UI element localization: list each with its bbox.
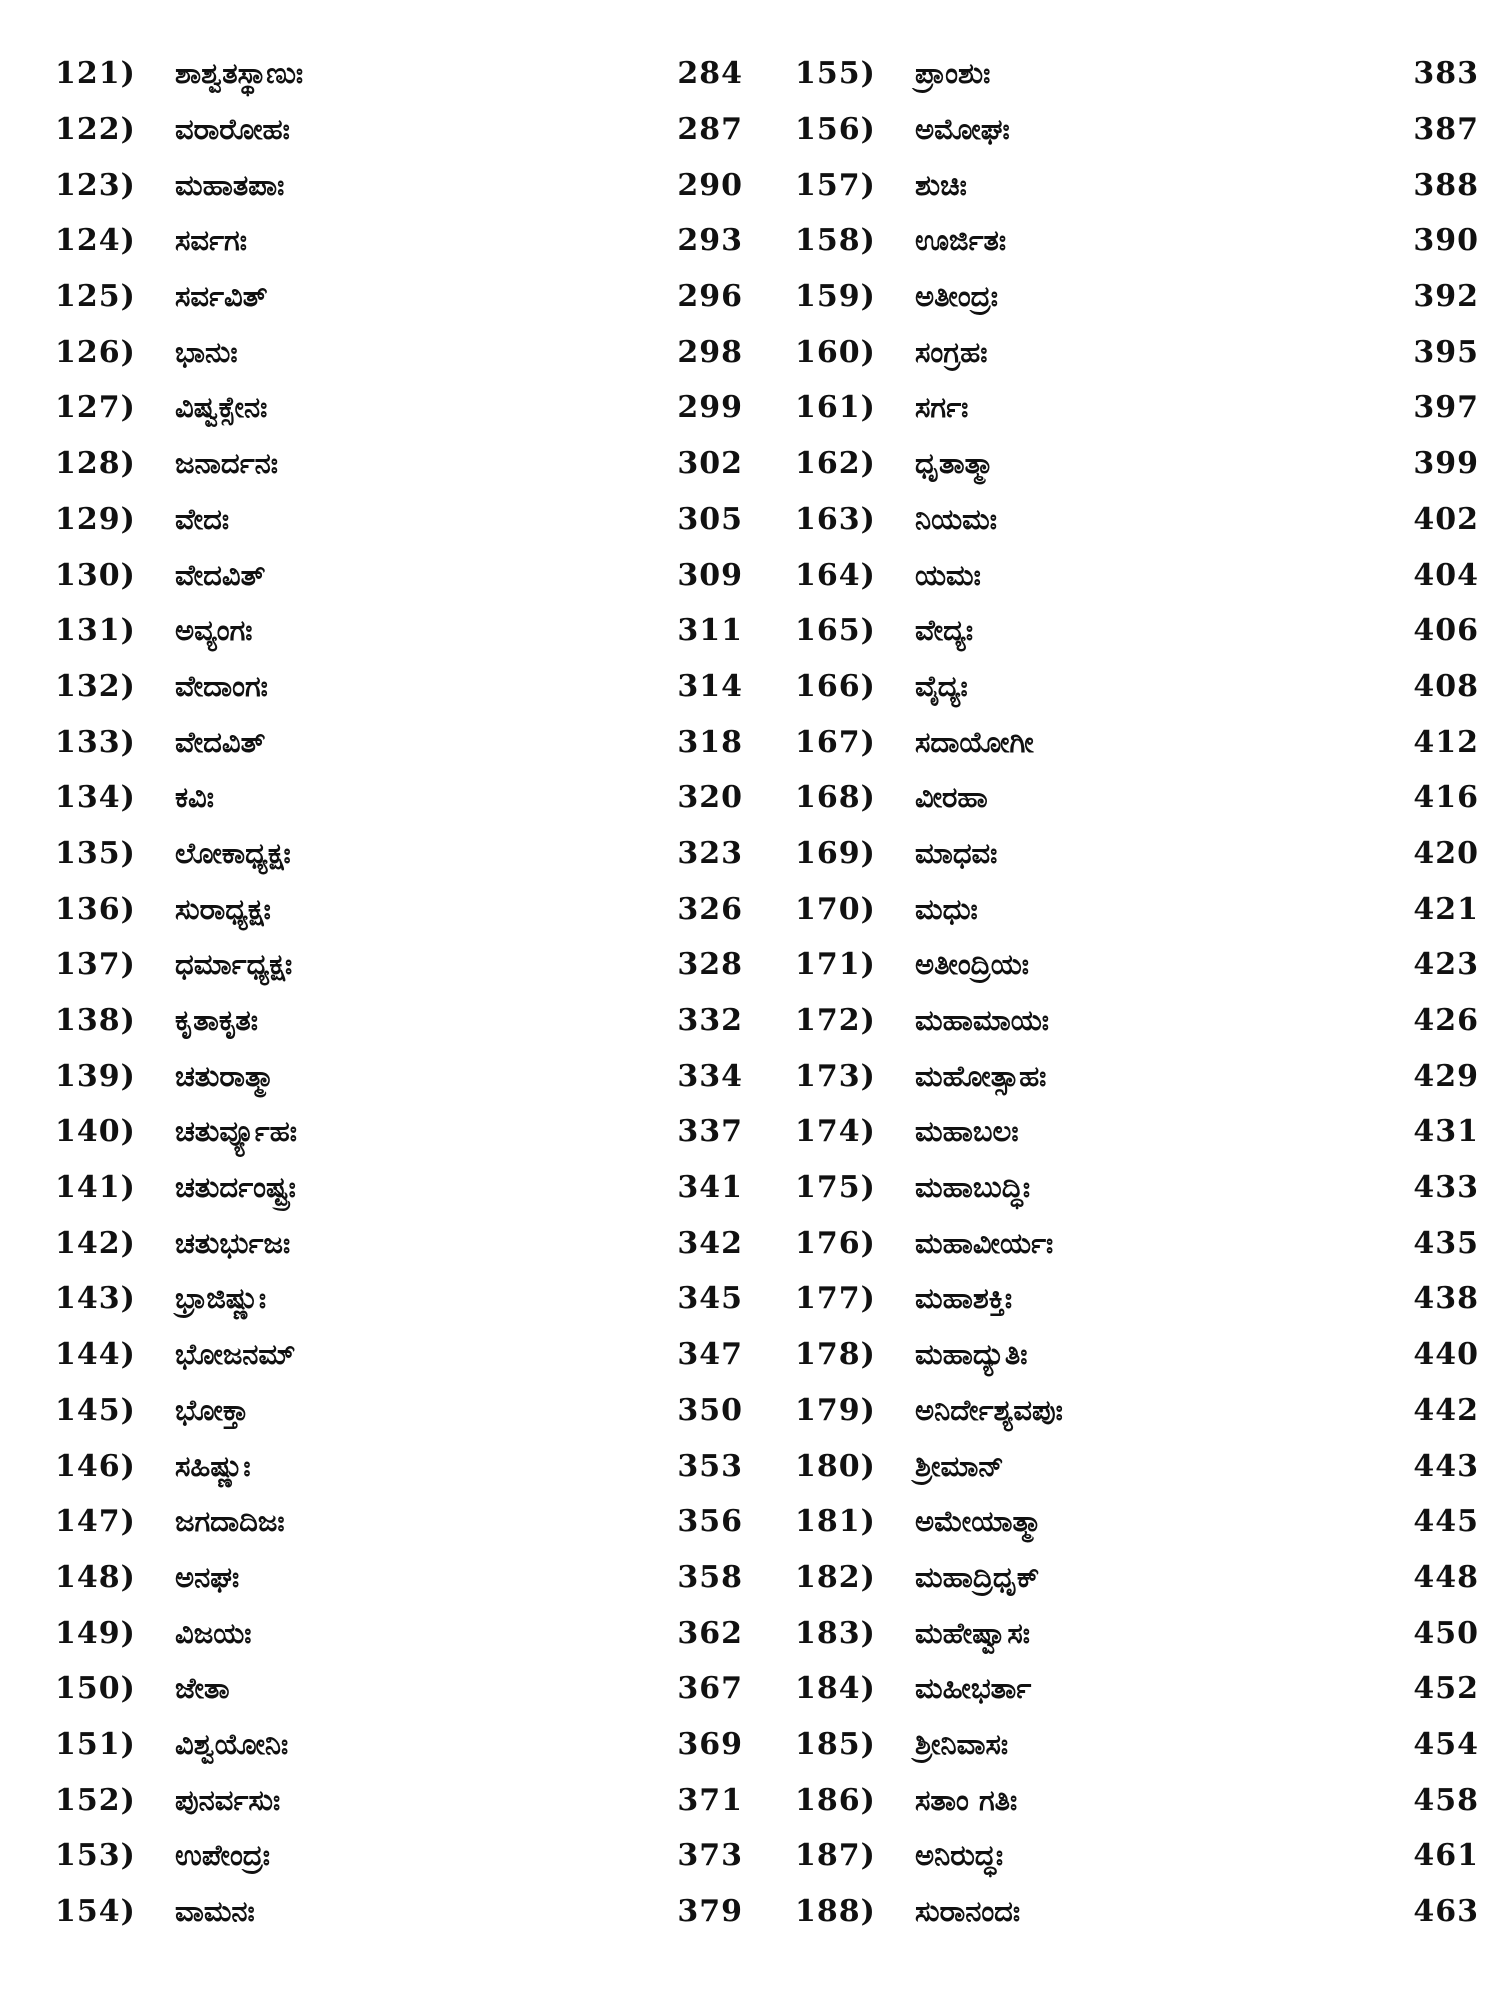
entry-number: 123) <box>55 167 136 203</box>
entry-page-number: 373 <box>677 1838 743 1874</box>
entry-number: 142) <box>55 1225 136 1261</box>
index-entry <box>795 1104 1479 1160</box>
entry-number: 158) <box>795 223 876 259</box>
entry-name: ಅನಿರ್ದೇಶ್ಯವಪುಃ <box>915 1392 1063 1427</box>
entry-name: ಸತಾಂ ಗತಿಃ <box>915 1782 1018 1817</box>
entry-page-number: 442 <box>1413 1392 1479 1428</box>
entry-number: 166) <box>795 668 876 704</box>
entry-number: 143) <box>55 1281 136 1317</box>
entry-number: 152) <box>55 1782 136 1818</box>
index-entry <box>795 714 1479 770</box>
entry-name: ಸದಾಯೋಗೀ <box>915 724 1034 759</box>
entry-page-number: 412 <box>1413 724 1479 760</box>
entry-name: ನಿಯಮಃ <box>915 501 997 536</box>
entry-page-number: 379 <box>677 1894 743 1930</box>
entry-page-number: 420 <box>1413 835 1479 871</box>
index-entry <box>55 603 743 659</box>
entry-name: ಸಹಿಷ್ಣುಃ <box>175 1448 251 1483</box>
entry-page-number: 328 <box>677 947 743 983</box>
entry-page-number: 299 <box>677 390 743 426</box>
entry-page-number: 332 <box>677 1003 743 1039</box>
index-entry <box>795 492 1479 548</box>
entry-name: ವೇದಃ <box>175 501 230 536</box>
index-entry <box>795 659 1479 715</box>
entry-name: ಮಹಾದ್ರಿಧೃಕ್ <box>915 1559 1040 1594</box>
entry-name: ಜೇತಾ <box>175 1671 230 1706</box>
entry-number: 171) <box>795 947 876 983</box>
entry-number: 174) <box>795 1114 876 1150</box>
entry-name: ಕೃತಾಕೃತಃ <box>175 1003 258 1038</box>
entry-name: ಅತೀಂದ್ರಿಯಃ <box>915 947 1029 982</box>
index-entry <box>55 492 743 548</box>
index-entry <box>55 1772 743 1828</box>
entry-page-number: 356 <box>677 1504 743 1540</box>
entry-number: 125) <box>55 279 136 315</box>
entry-page-number: 392 <box>1413 279 1479 315</box>
entry-name: ಅಮೇಯಾತ್ಮಾ <box>915 1504 1043 1539</box>
index-entry <box>795 826 1479 882</box>
entry-number: 147) <box>55 1504 136 1540</box>
entry-page-number: 296 <box>677 279 743 315</box>
entry-page-number: 342 <box>677 1225 743 1261</box>
entry-name: ವರಾರೋಹಃ <box>175 112 290 147</box>
entry-name: ಅತೀಂದ್ರಃ <box>915 279 998 314</box>
index-entry <box>55 324 743 380</box>
entry-name: ವಿಷ್ವಕ್ಸೇನಃ <box>175 390 268 425</box>
index-entry <box>795 46 1479 102</box>
index-entry <box>795 993 1479 1049</box>
entry-number: 133) <box>55 724 136 760</box>
entry-name: ಯಮಃ <box>915 557 981 592</box>
entry-number: 165) <box>795 613 876 649</box>
entry-page-number: 350 <box>677 1392 743 1428</box>
entry-page-number: 431 <box>1413 1114 1479 1150</box>
entry-page-number: 369 <box>677 1726 743 1762</box>
entry-page-number: 284 <box>677 56 743 92</box>
entry-name: ವೀರಹಾ <box>915 780 988 815</box>
entry-number: 140) <box>55 1114 136 1150</box>
entry-page-number: 388 <box>1413 167 1479 203</box>
index-entry <box>55 826 743 882</box>
entry-page-number: 423 <box>1413 947 1479 983</box>
entry-name: ವೈದ್ಯಃ <box>915 668 968 703</box>
entry-name: ಉಪೇಂದ್ರಃ <box>175 1838 271 1873</box>
entry-name: ಭಾನುಃ <box>175 334 238 369</box>
index-entry <box>55 213 743 269</box>
index-entry <box>55 714 743 770</box>
entry-page-number: 305 <box>677 501 743 537</box>
entry-name: ವಾಮನಃ <box>175 1894 255 1929</box>
entry-page-number: 408 <box>1413 668 1479 704</box>
index-entry <box>55 1438 743 1494</box>
entry-page-number: 450 <box>1413 1615 1479 1651</box>
entry-name: ಮಹಾಮಾಯಃ <box>915 1003 1050 1038</box>
entry-name: ಅವ್ಯಂಗಃ <box>175 613 253 648</box>
entry-page-number: 445 <box>1413 1504 1479 1540</box>
entry-name: ಸಂಗ್ರಹಃ <box>915 334 988 369</box>
entry-page-number: 404 <box>1413 557 1479 593</box>
entry-page-number: 421 <box>1413 891 1479 927</box>
index-entry <box>795 1772 1479 1828</box>
entry-name: ಸರ್ವಗಃ <box>175 223 247 258</box>
entry-page-number: 390 <box>1413 223 1479 259</box>
index-entry <box>795 1160 1479 1216</box>
entry-number: 156) <box>795 112 876 148</box>
entry-number: 167) <box>795 724 876 760</box>
entry-name: ಪುನರ್ವಸುಃ <box>175 1782 281 1817</box>
entry-name: ಚತುರ್ದಂಷ್ಟ್ರಃ <box>175 1170 296 1205</box>
entry-page-number: 440 <box>1413 1337 1479 1373</box>
entry-number: 148) <box>55 1559 136 1595</box>
index-entry <box>795 1494 1479 1550</box>
entry-number: 183) <box>795 1615 876 1651</box>
entry-page-number: 395 <box>1413 334 1479 370</box>
entry-name: ಚತುರ್ವ್ಯೂಹಃ <box>175 1114 298 1149</box>
entry-number: 179) <box>795 1392 876 1428</box>
entry-name: ಮಹೇಷ್ವಾಸಃ <box>915 1615 1030 1650</box>
entry-page-number: 358 <box>677 1559 743 1595</box>
entry-number: 186) <box>795 1782 876 1818</box>
index-entry <box>795 1717 1479 1773</box>
entry-page-number: 452 <box>1413 1671 1479 1707</box>
entry-name: ಶ್ರೀಮಾನ್ <box>915 1448 1004 1483</box>
entry-name: ವಿಶ್ವಯೋನಿಃ <box>175 1726 289 1761</box>
entry-number: 129) <box>55 501 136 537</box>
index-entry <box>55 1215 743 1271</box>
entry-number: 178) <box>795 1337 876 1373</box>
index-entry <box>55 1160 743 1216</box>
entry-page-number: 326 <box>677 891 743 927</box>
entry-name: ಸರ್ವವಿತ್ <box>175 279 268 314</box>
entry-number: 162) <box>795 446 876 482</box>
entry-number: 164) <box>795 557 876 593</box>
entry-page-number: 362 <box>677 1615 743 1651</box>
index-entry <box>55 659 743 715</box>
entry-page-number: 311 <box>677 613 743 649</box>
entry-name: ಸರ್ಗಃ <box>915 390 969 425</box>
index-entry <box>795 547 1479 603</box>
entry-number: 176) <box>795 1225 876 1261</box>
index-entry <box>55 1717 743 1773</box>
right-index-column <box>795 46 1479 1939</box>
entry-number: 149) <box>55 1615 136 1651</box>
index-entry <box>795 1550 1479 1606</box>
entry-number: 163) <box>795 501 876 537</box>
entry-page-number: 435 <box>1413 1225 1479 1261</box>
entry-page-number: 461 <box>1413 1838 1479 1874</box>
entry-page-number: 402 <box>1413 501 1479 537</box>
entry-number: 184) <box>795 1671 876 1707</box>
entry-number: 159) <box>795 279 876 315</box>
entry-page-number: 298 <box>677 334 743 370</box>
index-entry <box>55 380 743 436</box>
entry-name: ಜಗದಾದಿಜಃ <box>175 1504 285 1539</box>
entry-name: ಪ್ರಾಂಶುಃ <box>915 56 991 91</box>
entry-number: 175) <box>795 1170 876 1206</box>
entry-page-number: 443 <box>1413 1448 1479 1484</box>
entry-page-number: 438 <box>1413 1281 1479 1317</box>
index-entry <box>55 547 743 603</box>
entry-name: ಭೋಕ್ತಾ <box>175 1392 249 1427</box>
index-entry <box>795 213 1479 269</box>
index-entry <box>55 770 743 826</box>
index-entry <box>55 1494 743 1550</box>
entry-page-number: 454 <box>1413 1726 1479 1762</box>
entry-page-number: 302 <box>677 446 743 482</box>
index-entry <box>795 380 1479 436</box>
entry-number: 170) <box>795 891 876 927</box>
entry-name: ಕವಿಃ <box>175 780 214 815</box>
entry-name: ಭ್ರಾಜಿಷ್ಣುಃ <box>175 1281 267 1316</box>
entry-page-number: 290 <box>677 167 743 203</box>
entry-page-number: 463 <box>1413 1894 1479 1930</box>
entry-number: 124) <box>55 223 136 259</box>
entry-page-number: 429 <box>1413 1058 1479 1094</box>
index-entry <box>795 157 1479 213</box>
entry-name: ಮಹಾದ್ಯುತಿಃ <box>915 1337 1028 1372</box>
entry-page-number: 399 <box>1413 446 1479 482</box>
entry-number: 126) <box>55 334 136 370</box>
entry-name: ಜನಾರ್ದನಃ <box>175 446 278 481</box>
left-index-column <box>55 46 743 1939</box>
index-entry <box>795 324 1479 380</box>
index-entry <box>55 269 743 325</box>
entry-number: 137) <box>55 947 136 983</box>
entry-name: ಮಹಾತಪಾಃ <box>175 167 285 202</box>
index-entry <box>55 1383 743 1439</box>
entry-number: 144) <box>55 1337 136 1373</box>
index-entry <box>55 1605 743 1661</box>
entry-number: 146) <box>55 1448 136 1484</box>
entry-name: ವೇದವಿತ್ <box>175 557 266 592</box>
entry-number: 134) <box>55 780 136 816</box>
entry-page-number: 387 <box>1413 112 1479 148</box>
entry-number: 172) <box>795 1003 876 1039</box>
entry-number: 131) <box>55 613 136 649</box>
entry-page-number: 383 <box>1413 56 1479 92</box>
index-entry <box>55 1550 743 1606</box>
entry-number: 157) <box>795 167 876 203</box>
index-entry <box>55 102 743 158</box>
entry-page-number: 371 <box>677 1782 743 1818</box>
entry-number: 160) <box>795 334 876 370</box>
entry-name: ಧರ್ಮಾಧ್ಯಕ್ಷಃ <box>175 947 293 982</box>
entry-number: 177) <box>795 1281 876 1317</box>
entry-name: ವಿಜಯಃ <box>175 1615 252 1650</box>
entry-page-number: 426 <box>1413 1003 1479 1039</box>
entry-page-number: 433 <box>1413 1170 1479 1206</box>
entry-name: ಅನಘಃ <box>175 1559 240 1594</box>
entry-number: 150) <box>55 1671 136 1707</box>
index-entry <box>795 1605 1479 1661</box>
entry-number: 139) <box>55 1058 136 1094</box>
entry-page-number: 416 <box>1413 780 1479 816</box>
entry-name: ಶುಚಿಃ <box>915 167 967 202</box>
entry-name: ಮಾಧವಃ <box>915 835 998 870</box>
entry-name: ಶಾಶ್ವತಸ್ಥಾಣುಃ <box>175 56 304 91</box>
entry-name: ಶ್ರೀನಿವಾಸಃ <box>915 1726 1009 1761</box>
entry-page-number: 293 <box>677 223 743 259</box>
entry-page-number: 287 <box>677 112 743 148</box>
entry-page-number: 341 <box>677 1170 743 1206</box>
entry-number: 136) <box>55 891 136 927</box>
index-entry <box>55 881 743 937</box>
entry-page-number: 309 <box>677 557 743 593</box>
index-entry <box>55 436 743 492</box>
entry-number: 154) <box>55 1894 136 1930</box>
entry-number: 180) <box>795 1448 876 1484</box>
entry-name: ಸುರಾಧ್ಯಕ್ಷಃ <box>175 891 271 926</box>
entry-number: 153) <box>55 1838 136 1874</box>
entry-page-number: 314 <box>677 668 743 704</box>
index-entry <box>795 1271 1479 1327</box>
index-entry <box>55 1048 743 1104</box>
entry-page-number: 337 <box>677 1114 743 1150</box>
entry-number: 161) <box>795 390 876 426</box>
entry-number: 141) <box>55 1170 136 1206</box>
index-entry <box>795 881 1479 937</box>
entry-page-number: 397 <box>1413 390 1479 426</box>
entry-name: ಚತುರ್ಭುಜಃ <box>175 1225 291 1260</box>
index-entry <box>55 157 743 213</box>
entry-number: 132) <box>55 668 136 704</box>
entry-number: 182) <box>795 1559 876 1595</box>
entry-page-number: 448 <box>1413 1559 1479 1595</box>
entry-name: ಅಮೋಘಃ <box>915 112 1010 147</box>
entry-number: 121) <box>55 56 136 92</box>
entry-number: 169) <box>795 835 876 871</box>
index-entry <box>55 1884 743 1940</box>
index-entry <box>795 603 1479 659</box>
entry-page-number: 320 <box>677 780 743 816</box>
entry-number: 130) <box>55 557 136 593</box>
entry-name: ಮಹಾಬುದ್ಧಿಃ <box>915 1170 1031 1205</box>
entry-page-number: 345 <box>677 1281 743 1317</box>
index-entry <box>795 1661 1479 1717</box>
index-entry <box>795 1327 1479 1383</box>
entry-number: 155) <box>795 56 876 92</box>
entry-number: 173) <box>795 1058 876 1094</box>
index-entry <box>55 1828 743 1884</box>
index-entry <box>795 770 1479 826</box>
entry-number: 168) <box>795 780 876 816</box>
entry-name: ಮಹಾಶಕ್ತಿಃ <box>915 1281 1013 1316</box>
entry-page-number: 353 <box>677 1448 743 1484</box>
entry-name: ಸುರಾನಂದಃ <box>915 1894 1021 1929</box>
entry-number: 135) <box>55 835 136 871</box>
entry-name: ಮಧುಃ <box>915 891 978 926</box>
index-entry <box>795 102 1479 158</box>
entry-name: ಧೃತಾತ್ಮಾ <box>915 446 995 481</box>
entry-name: ಮಹಾವೀರ್ಯಃ <box>915 1225 1054 1260</box>
entry-number: 122) <box>55 112 136 148</box>
entry-number: 151) <box>55 1726 136 1762</box>
entry-number: 127) <box>55 390 136 426</box>
entry-name: ಮಹೀಭರ್ತಾ <box>915 1671 1032 1706</box>
entry-number: 145) <box>55 1392 136 1428</box>
index-entry <box>795 269 1479 325</box>
index-entry <box>795 1884 1479 1940</box>
entry-page-number: 458 <box>1413 1782 1479 1818</box>
entry-name: ಮಹೋತ್ಸಾಹಃ <box>915 1058 1047 1093</box>
entry-page-number: 323 <box>677 835 743 871</box>
entry-page-number: 406 <box>1413 613 1479 649</box>
index-entry <box>795 1828 1479 1884</box>
entry-number: 138) <box>55 1003 136 1039</box>
index-entry <box>795 1048 1479 1104</box>
entry-name: ಭೋಜನಮ್ <box>175 1337 296 1372</box>
index-entry <box>55 1661 743 1717</box>
index-entry <box>55 1327 743 1383</box>
index-entry <box>795 1383 1479 1439</box>
entry-number: 181) <box>795 1504 876 1540</box>
entry-name: ಮಹಾಬಲಃ <box>915 1114 1019 1149</box>
entry-page-number: 334 <box>677 1058 743 1094</box>
index-entry <box>55 1104 743 1160</box>
index-entry <box>795 436 1479 492</box>
index-entry <box>795 1438 1479 1494</box>
index-entry <box>55 937 743 993</box>
index-entry <box>55 1271 743 1327</box>
entry-name: ವೇದವಿತ್ <box>175 724 266 759</box>
entry-name: ವೇದ್ಯಃ <box>915 613 974 648</box>
index-entry <box>55 46 743 102</box>
entry-number: 128) <box>55 446 136 482</box>
entry-name: ಚತುರಾತ್ಮಾ <box>175 1058 275 1093</box>
entry-page-number: 318 <box>677 724 743 760</box>
entry-number: 188) <box>795 1894 876 1930</box>
entry-name: ಅನಿರುದ್ಧಃ <box>915 1838 1004 1873</box>
index-entry <box>55 993 743 1049</box>
entry-name: ಊರ್ಜಿತಃ <box>915 223 1007 258</box>
entry-number: 187) <box>795 1838 876 1874</box>
entry-name: ವೇದಾಂಗಃ <box>175 668 268 703</box>
entry-number: 185) <box>795 1726 876 1762</box>
index-entry <box>795 937 1479 993</box>
entry-page-number: 347 <box>677 1337 743 1373</box>
entry-page-number: 367 <box>677 1671 743 1707</box>
index-entry <box>795 1215 1479 1271</box>
entry-name: ಲೋಕಾಧ್ಯಕ್ಷಃ <box>175 835 291 870</box>
